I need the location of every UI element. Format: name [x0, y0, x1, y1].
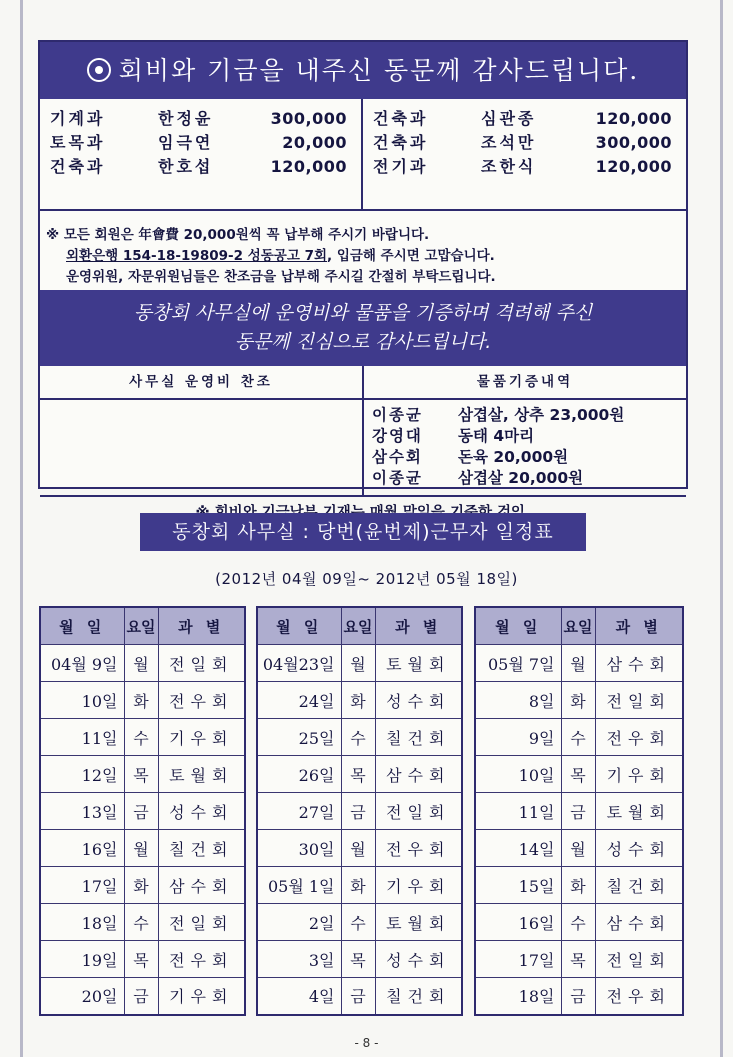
schedule-row: [257, 830, 462, 867]
duty-date: 05월 7일: [475, 645, 561, 682]
duty-weekday: 월: [124, 830, 158, 867]
gift-donor: 이종균: [371, 406, 423, 424]
duty-date: 4일: [257, 978, 341, 1015]
donation-notice-box: [38, 40, 688, 489]
donated-items-header: 물품기증내역: [476, 374, 574, 390]
donor-dept: 건축과: [373, 133, 429, 152]
duty-date: 16일: [40, 830, 124, 867]
col-header-date: 월 일: [257, 607, 341, 645]
duty-group: 기우회: [595, 756, 683, 793]
duty-group: 전우회: [375, 830, 462, 867]
duty-weekday: 화: [561, 867, 595, 904]
duty-date: 10일: [475, 756, 561, 793]
duty-weekday: 수: [561, 904, 595, 941]
col-header-weekday: 요일: [124, 607, 158, 645]
duty-date: 11일: [475, 793, 561, 830]
schedule-row: [475, 941, 683, 978]
schedule-row: [40, 682, 245, 719]
page-edge: [720, 0, 723, 1057]
schedule-row: [40, 645, 245, 682]
duty-weekday: 수: [341, 904, 375, 941]
duty-weekday: 목: [341, 941, 375, 978]
duty-weekday: 금: [341, 793, 375, 830]
duty-schedule-table: [474, 606, 684, 1016]
duty-weekday: 금: [124, 978, 158, 1015]
duty-group: 전일회: [158, 904, 245, 941]
gift-donor: 이종균: [371, 469, 423, 487]
donor-amount: 120,000: [595, 157, 672, 176]
donor-name: 한정윤: [158, 109, 214, 128]
schedule-row: [257, 793, 462, 830]
duty-group: 성수회: [595, 830, 683, 867]
duty-group: 전일회: [595, 682, 683, 719]
gift-table-body: [40, 398, 686, 497]
col-header-date: 월 일: [475, 607, 561, 645]
duty-date: 24일: [257, 682, 341, 719]
schedule-row: [40, 756, 245, 793]
duty-group: 칠건회: [158, 830, 245, 867]
duty-weekday: 화: [341, 867, 375, 904]
duty-group: 전우회: [158, 941, 245, 978]
donor-column-right: [363, 99, 686, 209]
duty-weekday: 수: [124, 904, 158, 941]
duty-group: 삼수회: [158, 867, 245, 904]
donor-dept: 건축과: [50, 157, 106, 176]
duty-weekday: 목: [561, 941, 595, 978]
note-line-fee: ※ 모든 회원은 年會費 20,000원씩 꼭 납부해 주시기 바랍니다.: [46, 227, 430, 243]
schedule-row: [257, 941, 462, 978]
duty-weekday: 목: [124, 756, 158, 793]
duty-date: 17일: [40, 867, 124, 904]
gift-donor: 강영대: [371, 427, 423, 445]
schedule-period: (2012년 04월 09일~ 2012년 05월 18일): [215, 570, 518, 588]
duty-weekday: 금: [561, 978, 595, 1015]
schedule-row: [475, 904, 683, 941]
duty-group: 삼수회: [595, 904, 683, 941]
duty-group: 토월회: [375, 904, 462, 941]
duty-date: 04월23일: [257, 645, 341, 682]
duty-date: 12일: [40, 756, 124, 793]
gift-row: [372, 405, 686, 426]
duty-date: 05월 1일: [257, 867, 341, 904]
duty-weekday: 수: [341, 719, 375, 756]
note-line-account: [46, 246, 686, 267]
gift-item: 동태 4마리: [457, 427, 535, 445]
duty-weekday: 금: [341, 978, 375, 1015]
donor-dept: 기계과: [50, 109, 106, 128]
gift-row: [372, 426, 686, 447]
gift-item: 삼겹살 20,000원: [457, 469, 584, 487]
schedule-row: [475, 978, 683, 1015]
duty-weekday: 수: [561, 719, 595, 756]
col-header-weekday: 요일: [561, 607, 595, 645]
schedule-row: [257, 978, 462, 1015]
duty-weekday: 목: [124, 941, 158, 978]
donor-amount: 20,000: [282, 133, 347, 152]
donor-row: [363, 107, 686, 131]
duty-group: 전일회: [595, 941, 683, 978]
duty-weekday: 월: [561, 830, 595, 867]
col-header-group: 과 별: [595, 607, 683, 645]
duty-date: 17일: [475, 941, 561, 978]
schedule-row: [40, 793, 245, 830]
schedule-row: [475, 793, 683, 830]
duty-date: 19일: [40, 941, 124, 978]
gift-row: [372, 468, 686, 489]
duty-date: 26일: [257, 756, 341, 793]
note-account-rest: , 입금해 주시면 고맙습니다.: [327, 248, 495, 264]
duty-weekday: 월: [341, 645, 375, 682]
duty-group: 토월회: [595, 793, 683, 830]
schedule-header-row: [40, 607, 245, 645]
duty-date: 30일: [257, 830, 341, 867]
schedule-title: 동창회 사무실 : 당번(윤번제)근무자 일정표: [140, 513, 586, 551]
donor-name: 임극연: [158, 133, 214, 152]
donor-list: [40, 99, 686, 211]
schedule-row: [40, 941, 245, 978]
donor-dept: 건축과: [373, 109, 429, 128]
duty-weekday: 금: [124, 793, 158, 830]
duty-group: 토월회: [158, 756, 245, 793]
col-header-group: 과 별: [375, 607, 462, 645]
col-header-date: 월 일: [40, 607, 124, 645]
donor-amount: 300,000: [270, 109, 347, 128]
header-title: 회비와 기금을 내주신 동문께 감사드립니다.: [118, 56, 640, 85]
thanks-header: [40, 42, 686, 99]
donor-amount: 120,000: [595, 109, 672, 128]
duty-date: 04월 9일: [40, 645, 124, 682]
duty-weekday: 수: [124, 719, 158, 756]
gift-item: 돈육 20,000원: [457, 448, 569, 466]
duty-date: 15일: [475, 867, 561, 904]
donor-row: [363, 155, 686, 179]
office-thanks-banner: [40, 290, 686, 366]
schedule-row: [475, 756, 683, 793]
duty-group: 성수회: [158, 793, 245, 830]
gift-table-header: [40, 366, 686, 400]
thanks-line-1: 동창회 사무실에 운영비와 물품을 기증하며 격려해 주신: [133, 302, 593, 324]
schedule-row: [475, 645, 683, 682]
donor-amount: 300,000: [595, 133, 672, 152]
col-header-weekday: 요일: [341, 607, 375, 645]
duty-group: 삼수회: [595, 645, 683, 682]
thanks-line-2: 동문께 진심으로 감사드립니다.: [234, 331, 492, 353]
gift-donor: 삼수회: [371, 448, 423, 466]
duty-date: 27일: [257, 793, 341, 830]
duty-group: 기우회: [158, 978, 245, 1015]
duty-weekday: 금: [561, 793, 595, 830]
duty-group: 전우회: [158, 682, 245, 719]
schedule-row: [475, 682, 683, 719]
duty-group: 전우회: [595, 719, 683, 756]
bank-account: 외환은행 154-18-19809-2 성동공고 7회: [66, 248, 327, 264]
schedule-row: [40, 719, 245, 756]
duty-group: 삼수회: [375, 756, 462, 793]
duty-group: 기우회: [375, 867, 462, 904]
duty-group: 전일회: [158, 645, 245, 682]
duty-weekday: 월: [341, 830, 375, 867]
duty-date: 18일: [475, 978, 561, 1015]
office-support-header: 사무실 운영비 찬조: [40, 366, 364, 398]
duty-date: 8일: [475, 682, 561, 719]
duty-date: 18일: [40, 904, 124, 941]
duty-date: 20일: [40, 978, 124, 1015]
office-support-cell: [40, 398, 364, 495]
schedule-row: [475, 867, 683, 904]
payment-notes: [40, 211, 686, 290]
schedule-header-row: [257, 607, 462, 645]
duty-group: 칠건회: [595, 867, 683, 904]
duty-date: 2일: [257, 904, 341, 941]
col-header-group: 과 별: [158, 607, 245, 645]
donor-row: [40, 131, 361, 155]
duty-weekday: 화: [561, 682, 595, 719]
donor-name: 조석만: [481, 133, 537, 152]
schedule-row: [257, 682, 462, 719]
gift-row: [372, 447, 686, 468]
schedule-row: [257, 645, 462, 682]
duty-date: 25일: [257, 719, 341, 756]
duty-group: 성수회: [375, 941, 462, 978]
donor-row: [40, 107, 361, 131]
donor-column-left: [40, 99, 363, 209]
duty-group: 칠건회: [375, 719, 462, 756]
schedule-row: [257, 719, 462, 756]
schedule-row: [40, 978, 245, 1015]
schedule-row: [257, 756, 462, 793]
duty-weekday: 목: [561, 756, 595, 793]
schedule-row: [257, 867, 462, 904]
schedule-row: [40, 830, 245, 867]
donor-dept: 전기과: [373, 157, 429, 176]
bullet-circle-icon: [87, 58, 111, 82]
duty-weekday: 화: [124, 682, 158, 719]
page-number: - 8 -: [354, 1036, 379, 1050]
duty-group: 전우회: [595, 978, 683, 1015]
duty-group: 토월회: [375, 645, 462, 682]
duty-group: 기우회: [158, 719, 245, 756]
duty-weekday: 화: [341, 682, 375, 719]
donor-row: [40, 155, 361, 179]
duty-weekday: 목: [341, 756, 375, 793]
donor-name: 심관종: [481, 109, 537, 128]
donated-items-cell: [364, 398, 686, 495]
duty-date: 10일: [40, 682, 124, 719]
donor-row: [363, 131, 686, 155]
duty-schedule-table: [256, 606, 463, 1016]
page-edge: [20, 0, 23, 1057]
duty-date: 16일: [475, 904, 561, 941]
schedule-row: [257, 904, 462, 941]
schedule-header-row: [475, 607, 683, 645]
duty-schedule-table: [39, 606, 246, 1016]
schedule-row: [475, 830, 683, 867]
schedule-row: [40, 904, 245, 941]
duty-date: 13일: [40, 793, 124, 830]
duty-weekday: 화: [124, 867, 158, 904]
duty-date: 11일: [40, 719, 124, 756]
duty-group: 성수회: [375, 682, 462, 719]
duty-date: 14일: [475, 830, 561, 867]
schedule-row: [475, 719, 683, 756]
duty-weekday: 월: [561, 645, 595, 682]
duty-group: 전일회: [375, 793, 462, 830]
duty-group: 칠건회: [375, 978, 462, 1015]
duty-date: 3일: [257, 941, 341, 978]
donor-amount: 120,000: [270, 157, 347, 176]
donor-dept: 토목과: [50, 133, 106, 152]
donor-name: 한호섭: [158, 157, 214, 176]
note-line-request: 운영위원, 자문위원님들은 찬조금을 납부해 주시길 간절히 부탁드립니다.: [66, 269, 496, 285]
duty-date: 9일: [475, 719, 561, 756]
schedule-row: [40, 867, 245, 904]
duty-weekday: 월: [124, 645, 158, 682]
donor-name: 조한식: [481, 157, 537, 176]
gift-item: 삼겹살, 상추 23,000원: [457, 406, 625, 424]
